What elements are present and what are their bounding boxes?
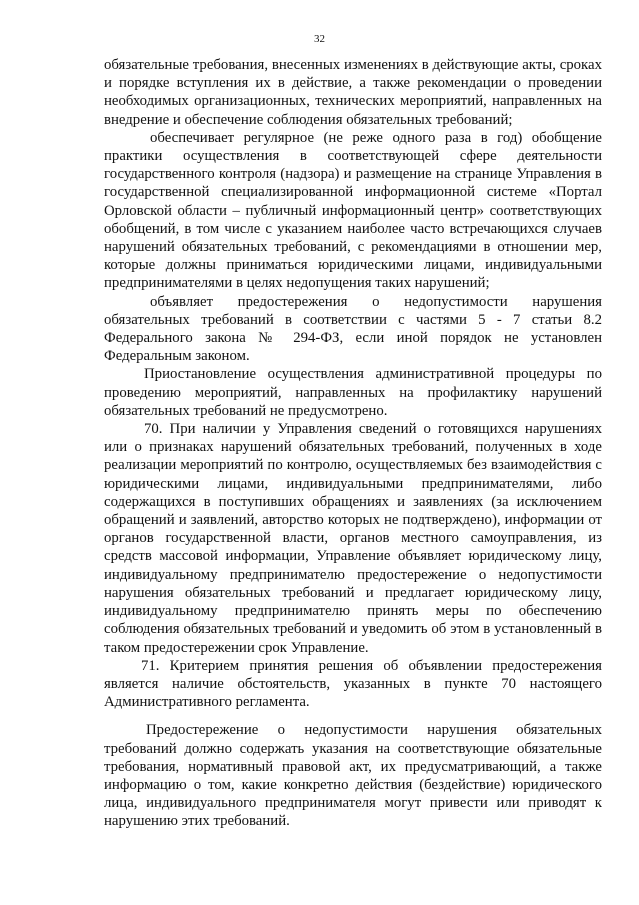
paragraph-1: обязательные требования, внесенных изменениях в действующие акты, сроках и порядке вступления их в действие, а также рекомендации о проведении необходимых организационных, технических мероприятий, направленных на внедрение и обеспечение соблюдения обязательных требований; — [104, 57, 602, 128]
paragraph-4: Приостановление осуществления административной процедуры по проведению мероприятий, направленных на профилактику нарушений обязательных требований не предусмотрено. — [104, 366, 602, 419]
paragraph-6: 71. Критерием принятия решения об объявлении предостережения является наличие обстоятельств, указанных в пункте 70 настоящего Административного регламента. — [104, 657, 602, 711]
paragraph-3: объявляет предостережения о недопустимости нарушения обязательных требований в соответствии с частями 5 - 7 статьи 8.2 Федерального закона № 294-ФЗ, если иной порядок не установлен Федеральным законом. — [104, 293, 602, 365]
paragraph-2: обеспечивает регулярное (не реже одного раза в год) обобщение практики осуществления в соответствующей сфере деятельности государственного контроля (надзора) и размещение на странице Управления в государственной специализированной информационной системе «Портал Орловской области – публичный информационный центр» соответствующих обобщений, в том числе с указанием наиболее часто встречающихся случаев нарушений обязательных требований, с рекомендациями в отношении мер, которые должны приниматься юридическими лицами, индивидуальными предпринимателями в целях недопущения таких нарушений; — [104, 129, 602, 292]
page-number: 32 — [314, 33, 325, 45]
document-body — [104, 56, 602, 831]
paragraph-7: Предостережение о недопустимости нарушения обязательных требований должно содержать указания на соответствующие обязательные требования, нормативный правовой акт, их предусматривающий, а также информацию о том, какие конкретно действия (бездействие) юридического лица, индивидуального предпринимателя могут привести или приводят к нарушению этих требований. — [104, 722, 602, 830]
paragraph-5: 70. При наличии у Управления сведений о готовящихся нарушениях или о признаках нарушений обязательных требований, полученных в ходе реализации мероприятий по контролю, осуществляемых без взаимодействия с юридическими лицами, индивидуальными предпринимателями, либо содержащихся в поступивших обращениях и заявлениях (за исключением обращений и заявлений, авторство которых не подтверждено), информации от органов государственной власти, органов местного самоуправления, из средств массовой информации, Управление объявляет юридическому лицу, индивидуальному предпринимателю предостережение о недопустимости нарушения обязательных требований и предлагает юридическому лицу, индивидуальному предпринимателю принять меры по обеспечению соблюдения обязательных требований и уведомить об этом в установленный в таком предостережении срок Управление. — [104, 421, 602, 656]
